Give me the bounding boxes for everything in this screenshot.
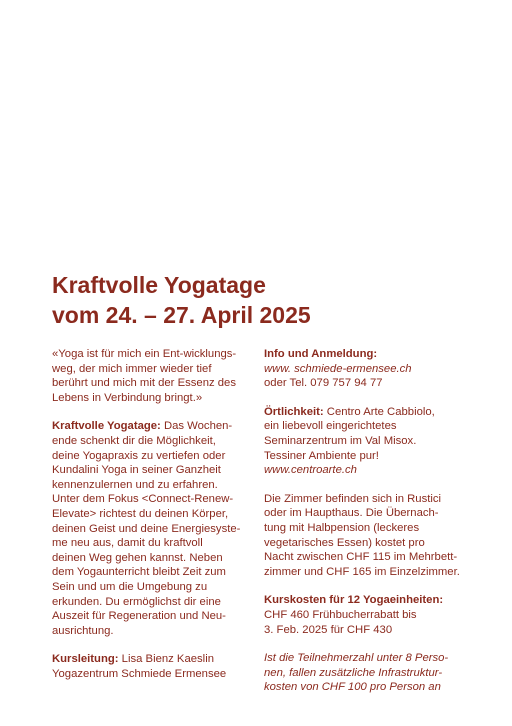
- quote-line: berührt und mich mit der Essenz des: [52, 377, 236, 390]
- location-label: Örtlichkeit:: [264, 405, 324, 418]
- intro-first-line: [52, 419, 252, 434]
- location-paragraph: [264, 405, 469, 478]
- quote-line: «Yoga ist für mich ein Ent-wicklungs-: [52, 348, 237, 360]
- rooms-line: zimmer und CHF 165 im Einzelzimmer.: [264, 565, 460, 578]
- location-website-link[interactable]: www.centroarte.ch: [264, 464, 357, 477]
- quote-paragraph: [52, 347, 252, 405]
- intro-line: kennenzulernen und zu erfahren.: [52, 478, 218, 491]
- location-first-text: Centro Arte Cabbiolo,: [323, 405, 435, 418]
- info-label: Info und Anmeldung:: [264, 348, 378, 360]
- title-line-1: Kraftvolle Yogatage: [52, 272, 266, 298]
- rooms-line: tung mit Halbpension (leckeres: [264, 521, 420, 534]
- location-line: Tessiner Ambiente pur!: [264, 449, 379, 462]
- note-line: kosten von CHF 100 pro Person an: [264, 681, 441, 694]
- cost-label: Kurskosten für 12 Yogaeinheiten:: [264, 594, 444, 607]
- intro-line: ausrichtung.: [52, 624, 114, 637]
- rooms-line: Die Zimmer befinden sich in Rustici: [264, 492, 442, 505]
- cost-line: CHF 460 Frühbucherrabatt bis: [264, 608, 417, 621]
- page-title: [52, 270, 311, 330]
- rooms-line: vegetarisches Essen) kostet pro: [264, 536, 425, 549]
- cost-paragraph: [264, 593, 469, 637]
- location-first-line: [264, 405, 469, 420]
- info-paragraph: [264, 347, 469, 391]
- location-line: ein liebevoll eingerichtetes: [264, 420, 397, 433]
- cost-line: 3. Feb. 2025 für CHF 430: [264, 623, 393, 636]
- note-line: Ist die Teilnehmerzahl unter 8 Perso-: [264, 652, 449, 665]
- leader-label: Kursleitung:: [52, 653, 119, 666]
- intro-line: erkunden. Du ermöglichst dir eine: [52, 595, 221, 608]
- intro-line: Kundalini Yoga in seiner Ganzheit: [52, 464, 221, 477]
- info-phone: oder Tel. 079 757 94 77: [264, 377, 383, 390]
- rooms-line: Nacht zwischen CHF 115 im Mehrbett-: [264, 551, 458, 564]
- intro-line: Auszeit für Regeneration und Neu-: [52, 610, 226, 623]
- intro-line: deinen Geist und deine Energiesyste-: [52, 522, 241, 535]
- leader-org: Yogazentrum Schmiede Ermensee: [52, 667, 227, 680]
- intro-line: deinen Weg gehen kannst. Neben: [52, 551, 223, 564]
- location-line: Seminarzentrum im Val Misox.: [264, 434, 417, 447]
- title-line-2: vom 24. – 27. April 2025: [52, 302, 311, 328]
- intro-line: me neu aus, damit du kraftvoll: [52, 537, 203, 550]
- quote-line: weg, der mich immer wieder tief: [52, 362, 212, 375]
- note-line: nen, fallen zusätzliche Infrastruktur-: [264, 666, 443, 679]
- rooms-paragraph: [264, 492, 469, 580]
- left-column: [52, 347, 252, 695]
- leader-first-line: [52, 652, 252, 667]
- leader-name: Lisa Bienz Kaeslin: [118, 653, 214, 666]
- intro-label: Kraftvolle Yogatage:: [52, 420, 161, 433]
- intro-line: Sein und um die Umgebung zu: [52, 580, 208, 593]
- intro-line: dem Yogaunterricht bleibt Zeit zum: [52, 566, 226, 579]
- intro-paragraph: [52, 419, 252, 638]
- intro-line: Unter dem Fokus <Connect-Renew-: [52, 493, 234, 506]
- intro-line: ende schenkt dir die Möglichkeit,: [52, 434, 216, 447]
- info-website-link[interactable]: www. schmiede-ermensee.ch: [264, 362, 412, 375]
- rooms-line: oder im Haupthaus. Die Übernach-: [264, 507, 439, 520]
- note-paragraph: [264, 651, 469, 695]
- leader-paragraph: [52, 652, 252, 681]
- intro-line: Elevate> richtest du deinen Körper,: [52, 507, 229, 520]
- right-column: [264, 347, 469, 709]
- intro-first-text: Das Wochen-: [160, 420, 233, 433]
- quote-line: Lebens in Verbindung bringt.»: [52, 391, 203, 404]
- intro-line: deine Yogapraxis zu vertiefen oder: [52, 449, 226, 462]
